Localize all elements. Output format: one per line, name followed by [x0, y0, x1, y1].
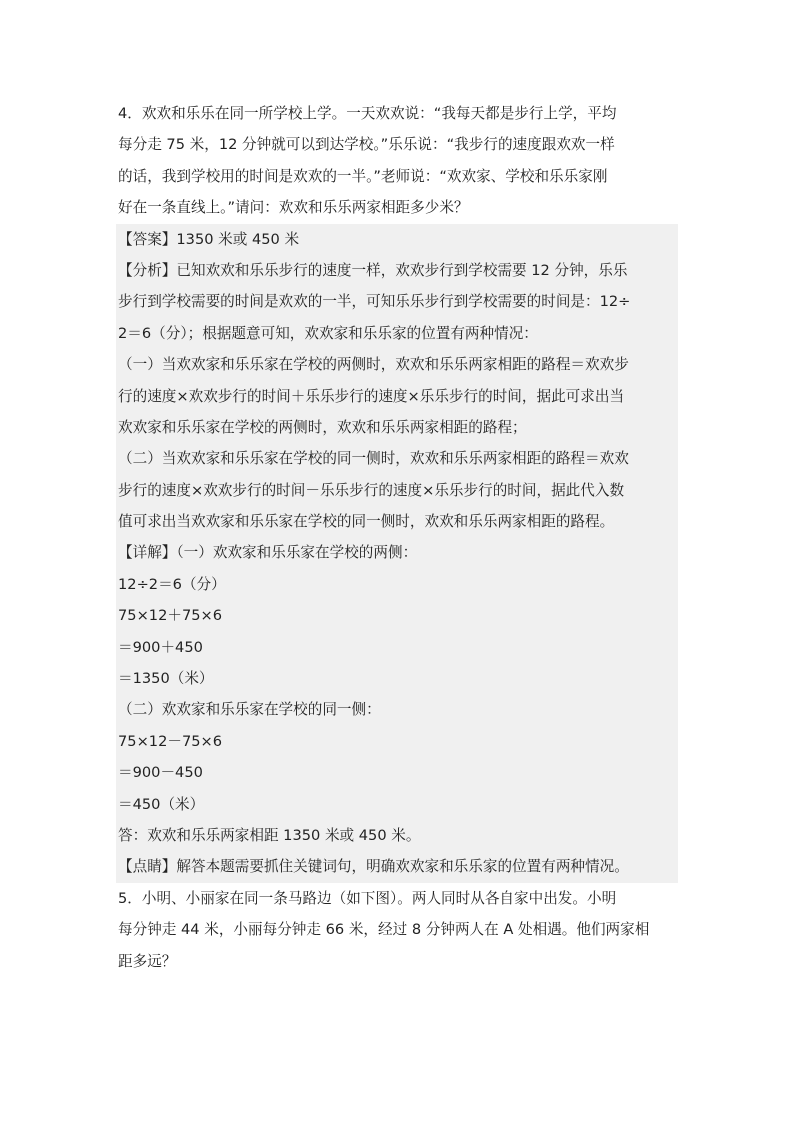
detail-line: 【详解】（一）欢欢家和乐乐家在学校的两侧：: [118, 544, 418, 562]
analysis-line: 步行到学校需要的时间是欢欢的一半，可知乐乐步行到学校需要的时间是：12÷: [118, 293, 631, 311]
analysis-line: 【分析】已知欢欢和乐乐步行的速度一样，欢欢步行到学校需要 12 分钟，乐乐: [118, 261, 628, 279]
question-4-line: 好在一条直线上。”请问：欢欢和乐乐两家相距多少米？: [118, 199, 469, 217]
analysis-line: 行的速度×欢欢步行的时间＋乐乐步行的速度×乐乐步行的时间，据此可求出当: [118, 387, 625, 405]
detail-line: ＝450（米）: [118, 795, 205, 813]
question-4-line: 4．欢欢和乐乐在同一所学校上学。一天欢欢说：“我每天都是步行上学，平均: [118, 105, 617, 122]
detail-line: 答：欢欢和乐乐两家相距 1350 米或 450 米。: [118, 826, 421, 844]
analysis-line: （一）当欢欢家和乐乐家在学校的两侧时，欢欢和乐乐两家相距的路程＝欢欢步: [118, 356, 629, 374]
detail-line: ＝900＋450: [118, 638, 203, 656]
detail-line: （二）欢欢家和乐乐家在学校的同一侧：: [118, 701, 381, 719]
detail-line: 75×12＋75×6: [118, 607, 223, 625]
analysis-line: 值可求出当欢欢家和乐乐家在学校的同一侧时，欢欢和乐乐两家相距的路程。: [118, 513, 615, 531]
comment-line: 【点睛】解答本题需要抓住关键词句，明确欢欢家和乐乐家的位置有两种情况。: [118, 858, 629, 876]
question-5: [118, 883, 680, 977]
answer-line: 【答案】1350 米或 450 米: [118, 230, 300, 248]
question-4-line: 每分走 75 米，12 分钟就可以到达学校。”乐乐说：“我步行的速度跟欢欢一样: [118, 136, 615, 154]
analysis-line: 2＝6（分）；根据题意可知，欢欢家和乐乐家的位置有两种情况：: [118, 324, 538, 342]
analysis-line: 步行的速度×欢欢步行的时间－乐乐步行的速度×乐乐步行的时间，据此代入数: [118, 481, 625, 499]
document-page: [118, 98, 680, 977]
analysis-line: 欢欢家和乐乐家在学校的两侧时，欢欢和乐乐两家相距的路程；: [118, 418, 527, 436]
analysis-line: （二）当欢欢家和乐乐家在学校的同一侧时，欢欢和乐乐两家相距的路程＝欢欢: [118, 450, 629, 468]
question-5-line: 距多远？: [118, 952, 177, 970]
question-4: [118, 98, 680, 224]
detail-line: ＝1350（米）: [118, 670, 214, 688]
solution-block: [116, 224, 678, 883]
question-5-line: 每分钟走 44 米，小丽每分钟走 66 米，经过 8 分钟两人在 A 处相遇。他们两家相: [118, 921, 650, 939]
question-4-line: 的话，我到学校用的时间是欢欢的一半。”老师说：“欢欢家、学校和乐乐家刚: [118, 167, 608, 185]
detail-line: 75×12－75×6: [118, 732, 223, 750]
detail-line: 12÷2＝6（分）: [118, 575, 226, 593]
question-5-line: 5．小明、小丽家在同一条马路边（如下图）。两人同时从各自家中出发。小明: [118, 889, 617, 907]
detail-line: ＝900－450: [118, 764, 203, 782]
